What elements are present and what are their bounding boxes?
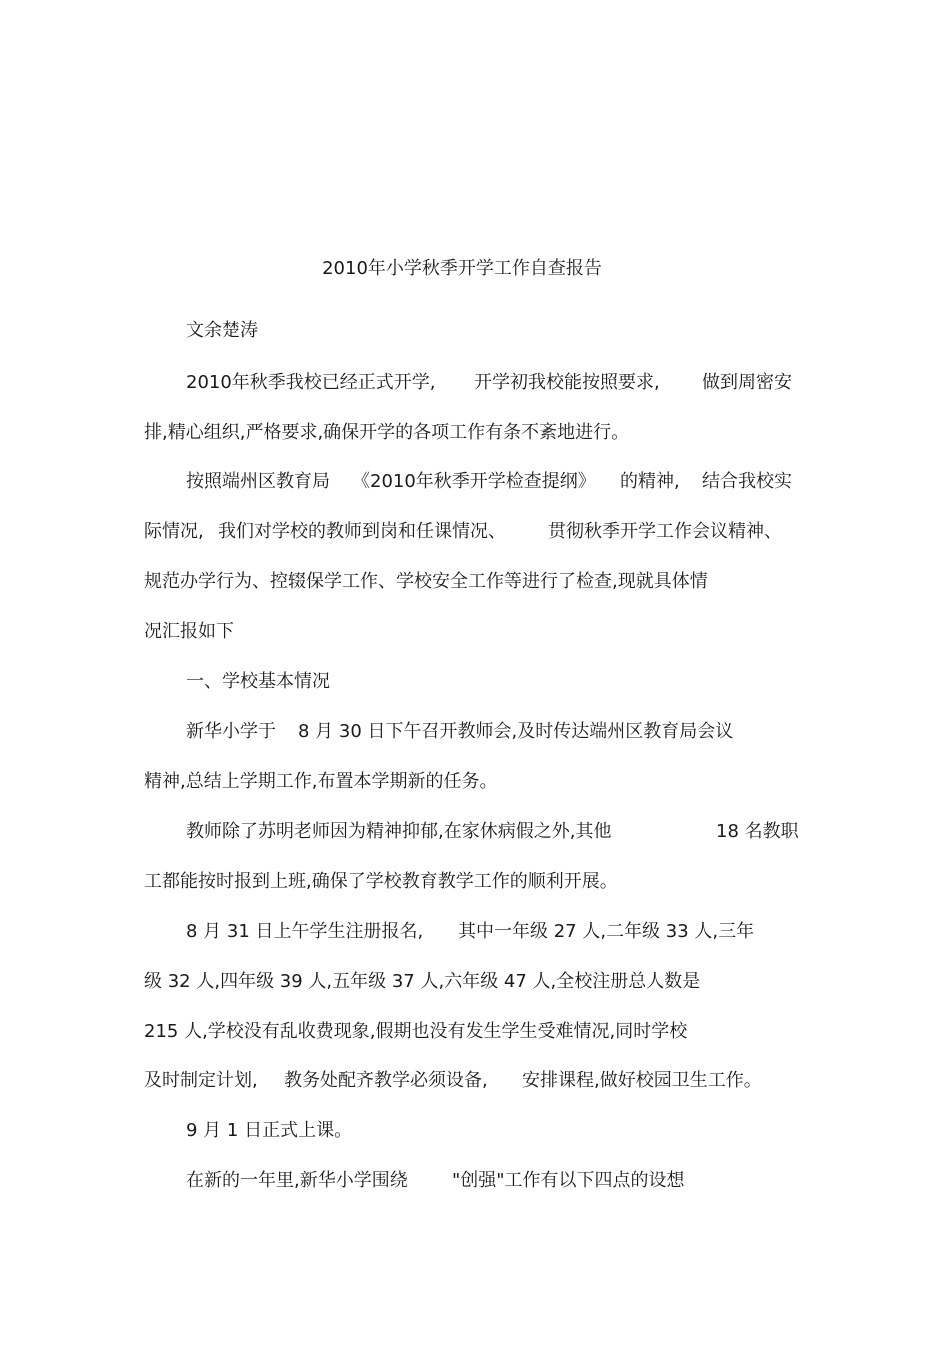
text-segment: 教师除了苏明老师因为精神抑郁,在家休病假之外,其他 (186, 821, 612, 842)
paragraph-6: 9 月 1 日正式上课。 (186, 1120, 353, 1141)
paragraph-3-line-2: 精神,总结上学期工作,布置本学期新的任务。 (144, 771, 498, 792)
paragraph-4-line-1 (0, 819, 950, 845)
text-segment: "创强"工作有以下四点的设想 (452, 1170, 685, 1191)
text-segment: 教务处配齐教学必须设备, (284, 1070, 488, 1091)
text-segment: 新华小学于 (186, 721, 276, 742)
text-segment: 在新的一年里,新华小学围绕 (186, 1170, 408, 1191)
paragraph-2-line-2 (0, 519, 950, 545)
author-line: 文余楚涛 (186, 320, 258, 341)
paragraph-4-line-2: 工都能按时报到上班,确保了学校教育教学工作的顺利开展。 (144, 871, 618, 892)
section-heading: 一、学校基本情况 (186, 671, 330, 692)
paragraph-3-line-1 (0, 719, 950, 745)
text-segment: 按照端州区教育局 (186, 471, 330, 492)
text-segment: 贯彻秋季开学工作会议精神、 (548, 521, 782, 542)
paragraph-5-line-2: 级 32 人,四年级 39 人,五年级 37 人,六年级 47 人,全校注册总人数是 (144, 971, 701, 992)
document-title: 2010年小学秋季开学工作自查报告 (322, 258, 602, 279)
text-segment: 18 名教职 (716, 821, 799, 842)
paragraph-1-line-2: 排,精心组织,严格要求,确保开学的各项工作有条不紊地进行。 (144, 422, 630, 443)
text-segment: 的精神, (620, 471, 680, 492)
text-segment: 2010年秋季我校已经正式开学, (186, 372, 436, 393)
text-segment: 我们对学校的教师到岗和任课情况、 (218, 521, 506, 542)
paragraph-7-line-1 (0, 1168, 950, 1194)
text-segment: 际情况, (144, 521, 204, 542)
paragraph-5-line-4 (0, 1068, 950, 1094)
text-segment: 《2010年秋季开学检查提纲》 (352, 471, 596, 492)
text-segment: 其中一年级 27 人,二年级 33 人,三年 (458, 921, 755, 942)
paragraph-1-line-1 (0, 370, 950, 396)
paragraph-2-line-1 (0, 469, 950, 495)
paragraph-5-line-1 (0, 919, 950, 945)
text-segment: 8 月 30 日下午召开教师会,及时传达端州区教育局会议 (298, 721, 734, 742)
text-segment: 安排课程,做好校园卫生工作。 (522, 1070, 762, 1091)
paragraph-5-line-3: 215 人,学校没有乱收费现象,假期也没有发生学生受难情况,同时学校 (144, 1021, 688, 1042)
paragraph-2-line-3: 规范办学行为、控辍保学工作、学校安全工作等进行了检查,现就具体情 (144, 571, 708, 592)
text-segment: 及时制定计划, (144, 1070, 258, 1091)
text-segment: 结合我校实 (702, 471, 792, 492)
text-segment: 8 月 31 日上午学生注册报名, (186, 921, 424, 942)
text-segment: 做到周密安 (702, 372, 792, 393)
text-segment: 开学初我校能按照要求, (474, 372, 660, 393)
paragraph-2-line-4: 况汇报如下 (144, 621, 234, 642)
